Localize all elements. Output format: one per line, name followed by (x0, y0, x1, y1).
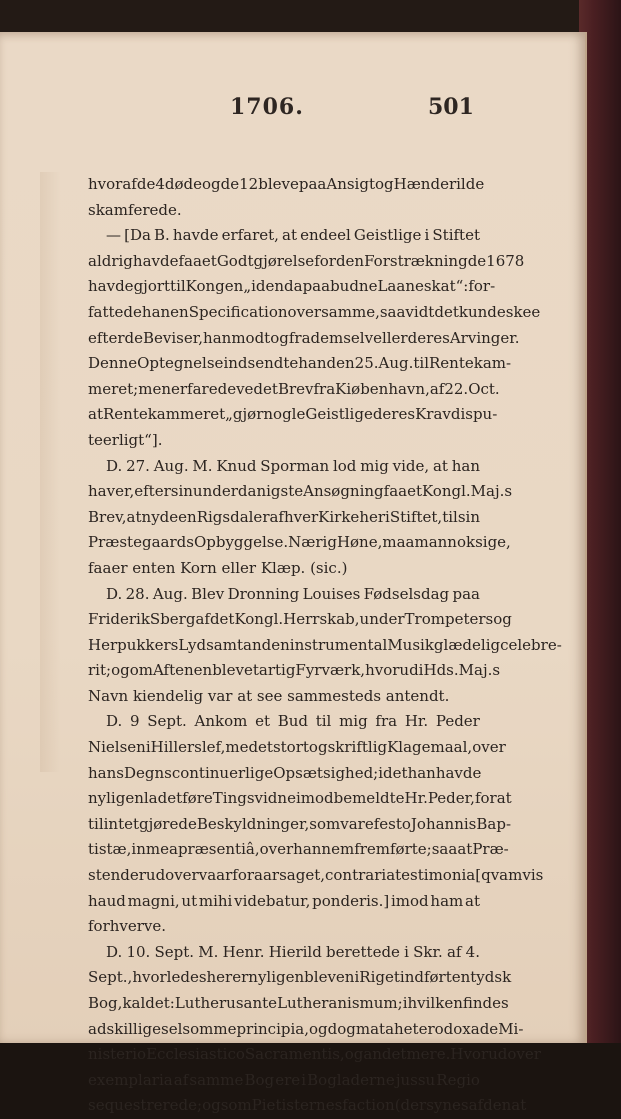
text-line: Nielsen i Hillerslef, med et stort og skriftlig Klagemaal, over (88, 738, 506, 757)
text-line: Bog, kaldet: Lutherus ante Lutheranismum; i hvilken findes (88, 994, 509, 1012)
page-stain (40, 172, 60, 772)
text-line: D. 10. Sept. M. Henr. Hierild berettede i Skr. af 4. (106, 942, 480, 961)
text-line: tistæ, in mea præsentiâ, over hannem fremførte; saa at Præ- (88, 840, 509, 859)
text-line: Navn kiendelig var at see sammesteds antendt. (88, 686, 450, 705)
text-line: efter de Beviser, han modtog fra dem selv eller deres Arvinger. (88, 328, 520, 347)
text-line: Herpukkers Lyd samt anden instrumental Musik glædelig celebre- (88, 635, 562, 654)
text-line: sten derudover vaar foraarsaget, contraria testimonia [qvamvis (88, 866, 544, 885)
text-line: exemplaria af samme Bog ere i Bogladerne jussu Regio (88, 1070, 480, 1089)
text-line: at Rentekammeret „gjør nogle Geistlige deres Krav dispu- (88, 405, 498, 424)
text-line: nisterio Ecclesiastico Sacramentis, og andet mere. Hvorudover (88, 1045, 541, 1064)
text-line: skamferede. (88, 200, 182, 219)
text-line: haver, efter sin underdanigste Ansøgning faaet Kongl. Maj.s (88, 482, 513, 501)
book-page (0, 32, 587, 1115)
text-line: rit; og om Aftenen blev et artig Fyrværk, hvorudi Hds. Maj.s (88, 661, 501, 680)
text-line: tilintetgjøre de Beskyldninger, som vare festo Johannis Bap- (88, 814, 512, 833)
text-line: D. 9 Sept. Ankom et Bud til mig fra Hr. Peder (106, 712, 480, 731)
text-line: teerligt“]. (88, 430, 163, 449)
text-line: — [Da B. havde erfaret, at endeel Geistlige i Stiftet (106, 226, 480, 245)
text-line: sequestrerede; og som Pietisternes faction (der synes af den at (88, 1096, 527, 1115)
text-line: Sept., hvorledes her er nyligen bleven i Riget indført en tydsk (88, 968, 512, 987)
page-number: 501 (428, 94, 474, 120)
text-line: D. 27. Aug. M. Knud Sporman lod mig vide, at han (106, 456, 480, 475)
text-line: aldrig havde faaet Godtgjørelse for den Forstrækning de 1678 (88, 251, 525, 270)
text-line: haud magni, ut mihi videbatur, ponderis.] imod ham at (88, 891, 480, 910)
text-line: fattede han en Specification over samme, saavidt det kunde skee (88, 302, 541, 321)
text-line: havde gjort til Kongen „i den da paabudne Laaneskat“: for- (88, 277, 496, 296)
text-line: FriderikSberg af det Kongl. Herrskab, under Trompeters og (88, 610, 512, 629)
text-line: adskillige selsomme principia, og dogmata heterodoxa de Mi- (88, 1019, 524, 1038)
text-line: faaer enten Korn eller Klæp. (sic.) (88, 558, 348, 577)
body-text (88, 172, 562, 1119)
text-line: meret; men erfarede ved et Brev fra Kiøbenhavn, af 22. Oct. (88, 379, 500, 398)
text-line: hans Degns continuerlige Opsætsighed; i det han havde (88, 763, 482, 782)
text-line: Præstegaards Opbyggelse. Nærig Høne, maa man nok sige, (88, 533, 511, 552)
text-line: D. 28. Aug. Blev Dronning Louises Fødselsdag paa (106, 584, 480, 603)
header-year: 1706. (230, 94, 304, 120)
text-line: forhverve. (88, 917, 167, 936)
text-line: hvoraf de 4 døde og de 12 bleve paa Ansigt og Hænder ilde (88, 175, 485, 193)
text-line: nyligen ladet føre Tingsvidne imod bemeldte Hr. Peder, for at (88, 789, 512, 808)
running-header (0, 94, 585, 124)
text-line: Brev, at nyde en Rigsdaler af hver Kirke her i Stiftet, til sin (88, 507, 480, 526)
text-line: Denne Optegnelse indsendte han den 25. Aug. til Rentekam- (88, 354, 512, 373)
